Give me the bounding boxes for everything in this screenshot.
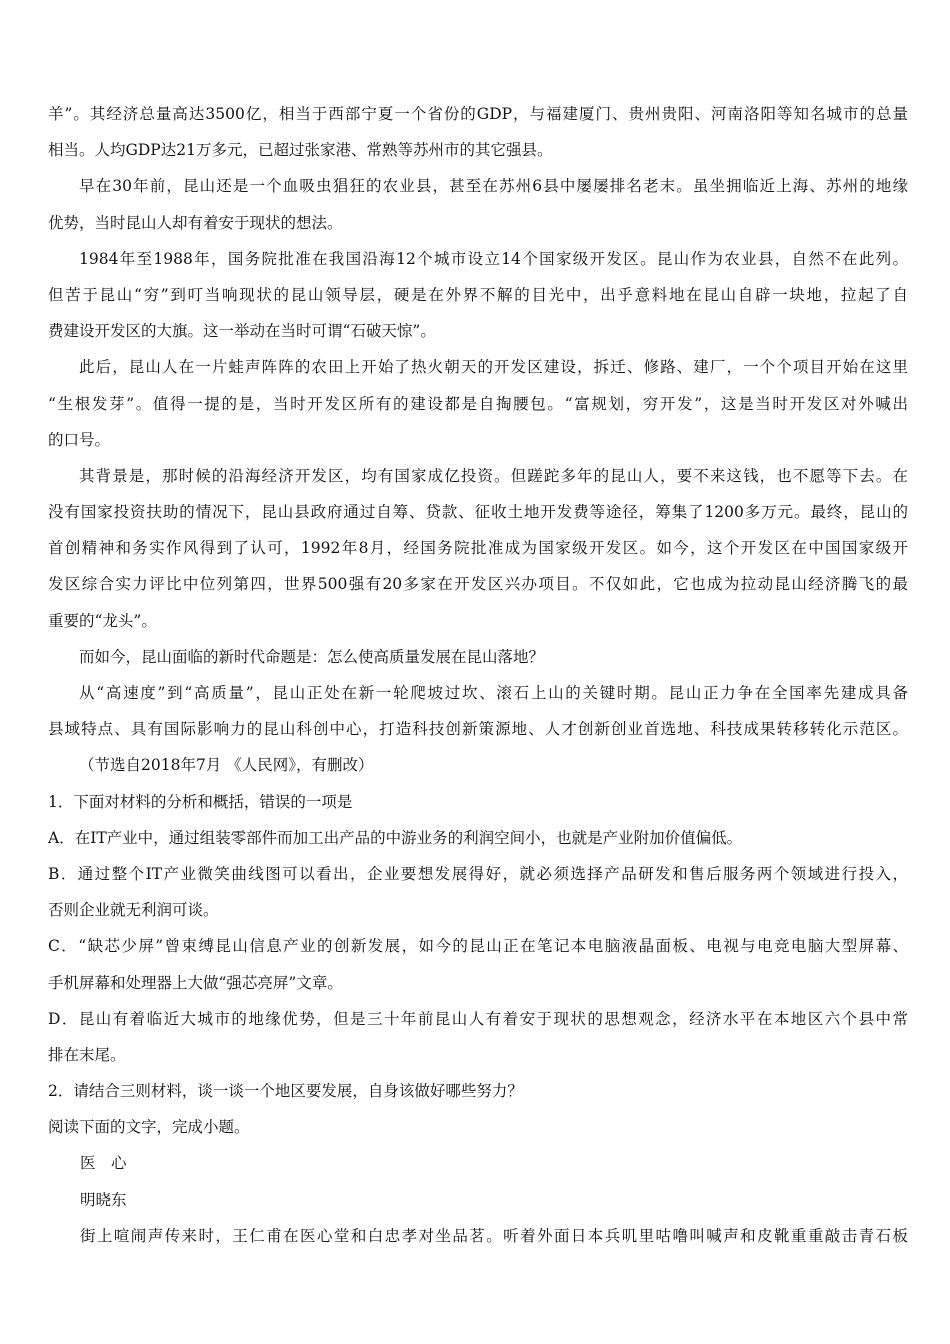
paragraph-line: 相当。人均GDP达21万多元，已超过张家港、常熟等苏州市的其它强县。 — [48, 141, 553, 160]
paragraph-line: 但苦于昆山“穷”到叮当响现状的昆山领导层，硬是在外界不解的目光中，出乎意料地在昆山自辟一块地，拉起了自 — [48, 285, 908, 304]
paragraph-line: 重要的“龙头”。 — [48, 611, 157, 630]
paragraph-line: 优势，当时昆山人却有着安于现状的想法。 — [48, 213, 343, 232]
paragraph-line: 的口号。 — [48, 430, 111, 449]
question-1-option-c: C．“缺芯少屏”曾束缚昆山信息产业的创新发展，如今的昆山正在笔记本电脑液晶面板、电视与电竞电脑大型屏幕、 — [48, 937, 908, 956]
paragraph-line: 县域特点、具有国际影响力的昆山科创中心，打造科技创新策源地、人才创新创业首选地、科技成果转移转化示范区。 — [48, 720, 908, 739]
paragraph-line: 首创精神和务实作风得到了认可，1992年8月，经国务院批准成为国家级开发区。如今，这个开发区在中国国家级开 — [48, 539, 908, 558]
question-1-option-d-cont: 排在末尾。 — [48, 1045, 126, 1064]
question-1-stem: 1．下面对材料的分析和概括，错误的一项是 — [48, 792, 353, 811]
question-1-option-d: D．昆山有着临近大城市的地缘优势，但是三十年前昆山人有着安于现状的思想观念，经济水平在本地区六个县中常 — [48, 1009, 908, 1028]
paragraph-line: 早在30年前，昆山还是一个血吸虫猖狂的农业县，甚至在苏州6县中屡屡排名老末。虽坐拥临近上海、苏州的地缘 — [79, 177, 908, 196]
story-title: 医 心 — [80, 1154, 127, 1173]
reading-instruction: 阅读下面的文字，完成小题。 — [48, 1118, 250, 1137]
paragraph-line: 街上喧闹声传来时，王仁甫在医心堂和白忠孝对坐品茗。听着外面日本兵叽里咕噜叫喊声和皮靴重重敲击青石板 — [80, 1226, 908, 1245]
paragraph-line: 从“高速度”到“高质量”，昆山正处在新一轮爬坡过坎、滚石上山的关键时期。昆山正力争在全国率先建成具备 — [79, 684, 908, 702]
story-author: 明晓东 — [80, 1190, 127, 1209]
paragraph-line: 羊”。其经济总量高达3500亿，相当于西部宁夏一个省份的GDP，与福建厦门、贵州贵阳、河南洛阳等知名城市的总量 — [48, 105, 908, 123]
question-1-option-c-cont: 手机屏幕和处理器上大做“强芯亮屏”文章。 — [48, 973, 343, 992]
question-2-stem: 2．请结合三则材料，谈一谈一个地区要发展，自身该做好哪些努力？ — [48, 1082, 523, 1101]
paragraph-line: “生根发芽”。值得一提的是，当时开发区所有的建设都是自掏腰包。“富规划，穷开发”，这是当时开发区对外喊出 — [48, 394, 908, 413]
document-page — [48, 96, 908, 1254]
paragraph-line: 1984年至1988年，国务院批准在我国沿海12个城市设立14个国家级开发区。昆山作为农业县，自然不在此列。 — [79, 249, 908, 268]
question-1-option-b-cont: 否则企业就无利润可谈。 — [48, 901, 219, 920]
question-1-option-b: B．通过整个IT产业微笑曲线图可以看出，企业要想发展得好，就必须选择产品研发和售后服务两个领域进行投入， — [48, 864, 908, 883]
source-citation: （节选自2018年7月 《人民网》，有删改） — [79, 756, 374, 775]
paragraph-line: 其背景是，那时候的沿海经济开发区，均有国家成亿投资。但蹉跎多年的昆山人，要不来这钱，也不愿等下去。在 — [79, 466, 908, 485]
paragraph-line: 没有国家投资扶助的情况下，昆山县政府通过自筹、贷款、征收土地开发费等途径，筹集了1200多万元。最终，昆山的 — [48, 503, 908, 522]
paragraph-line: 而如今，昆山面临的新时代命题是：怎么使高质量发展在昆山落地？ — [79, 647, 545, 666]
paragraph-line: 费建设开发区的大旗。这一举动在当时可谓“石破天惊”。 — [48, 322, 436, 341]
paragraph-line: 此后，昆山人在一片蛙声阵阵的农田上开始了热火朝天的开发区建设，拆迁、修路、建厂，一个个项目开始在这里 — [79, 358, 908, 377]
question-1-option-a: A．在IT产业中，通过组装零部件而加工出产品的中游业务的利润空间小，也就是产业附加价值偏低。 — [48, 828, 743, 847]
paragraph-line: 发区综合实力评比中位列第四，世界500强有20多家在开发区兴办项目。不仅如此，它也成为拉动昆山经济腾飞的最 — [48, 575, 908, 594]
